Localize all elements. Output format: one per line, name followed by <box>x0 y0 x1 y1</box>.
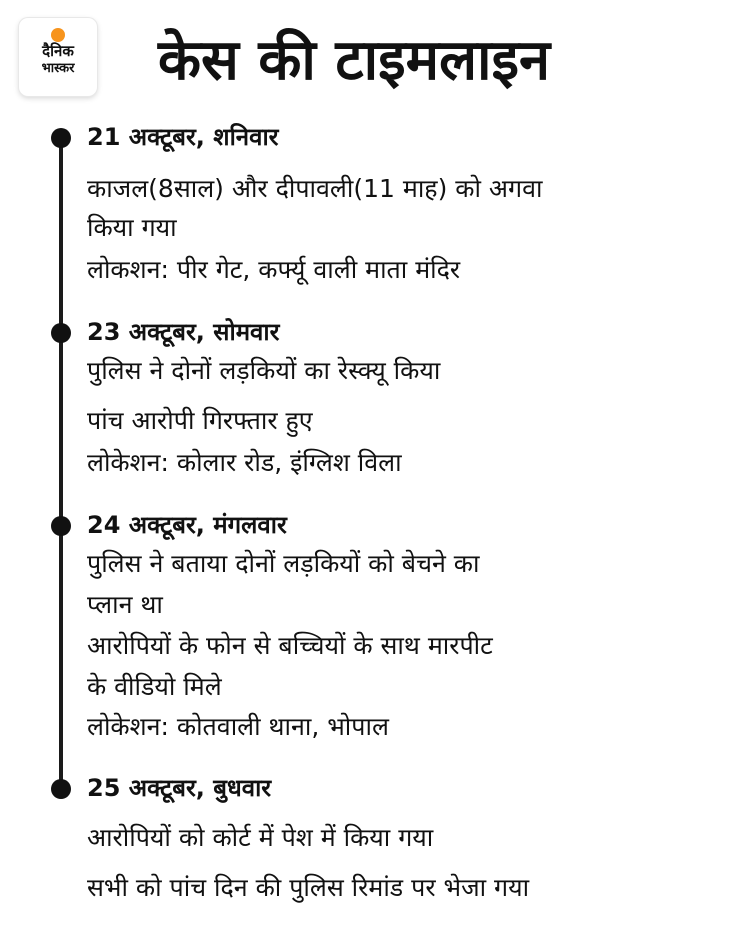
timeline-line <box>59 137 63 792</box>
event-date: 21 अक्टूबर, शनिवार <box>87 123 279 151</box>
event-date: 23 अक्टूबर, सोमवार <box>87 318 280 346</box>
event-line: किया गया <box>87 213 177 242</box>
event-line: लोकेशन: कोलार रोड, इंग्लिश विला <box>87 448 402 477</box>
event-date: 24 अक्टूबर, मंगलवार <box>87 511 287 539</box>
event-line: के वीडियो मिले <box>87 672 222 701</box>
timeline-dot <box>51 323 71 343</box>
logo-text-line1: दैनिक <box>42 42 74 60</box>
event-line: पांच आरोपी गिरफ्तार हुए <box>87 406 313 435</box>
event-line: आरोपियों के फोन से बच्चियों के साथ मारपीट <box>87 631 493 660</box>
event-date: 25 अक्टूबर, बुधवार <box>87 774 272 802</box>
event-line: पुलिस ने बताया दोनों लड़कियों को बेचने का <box>87 549 480 578</box>
timeline-dot <box>51 779 71 799</box>
event-line: प्लान था <box>87 590 163 619</box>
event-line: आरोपियों को कोर्ट में पेश में किया गया <box>87 823 434 852</box>
page-title: केस की टाइमलाइन <box>158 28 551 93</box>
dainik-bhaskar-logo <box>19 18 97 96</box>
timeline-dot <box>51 128 71 148</box>
event-line: पुलिस ने दोनों लड़कियों का रेस्क्यू किया <box>87 356 441 385</box>
sun-icon <box>51 28 65 42</box>
timeline-dot <box>51 516 71 536</box>
event-line: लोकशन: पीर गेट, कर्फ्यू वाली माता मंदिर <box>87 255 461 284</box>
logo-text-line2: भास्कर <box>41 61 75 76</box>
event-line: लोकेशन: कोतवाली थाना, भोपाल <box>87 712 389 741</box>
event-line: काजल(8साल) और दीपावली(11 माह) को अगवा <box>87 174 543 203</box>
event-line: सभी को पांच दिन की पुलिस रिमांड पर भेजा गया <box>87 873 530 902</box>
